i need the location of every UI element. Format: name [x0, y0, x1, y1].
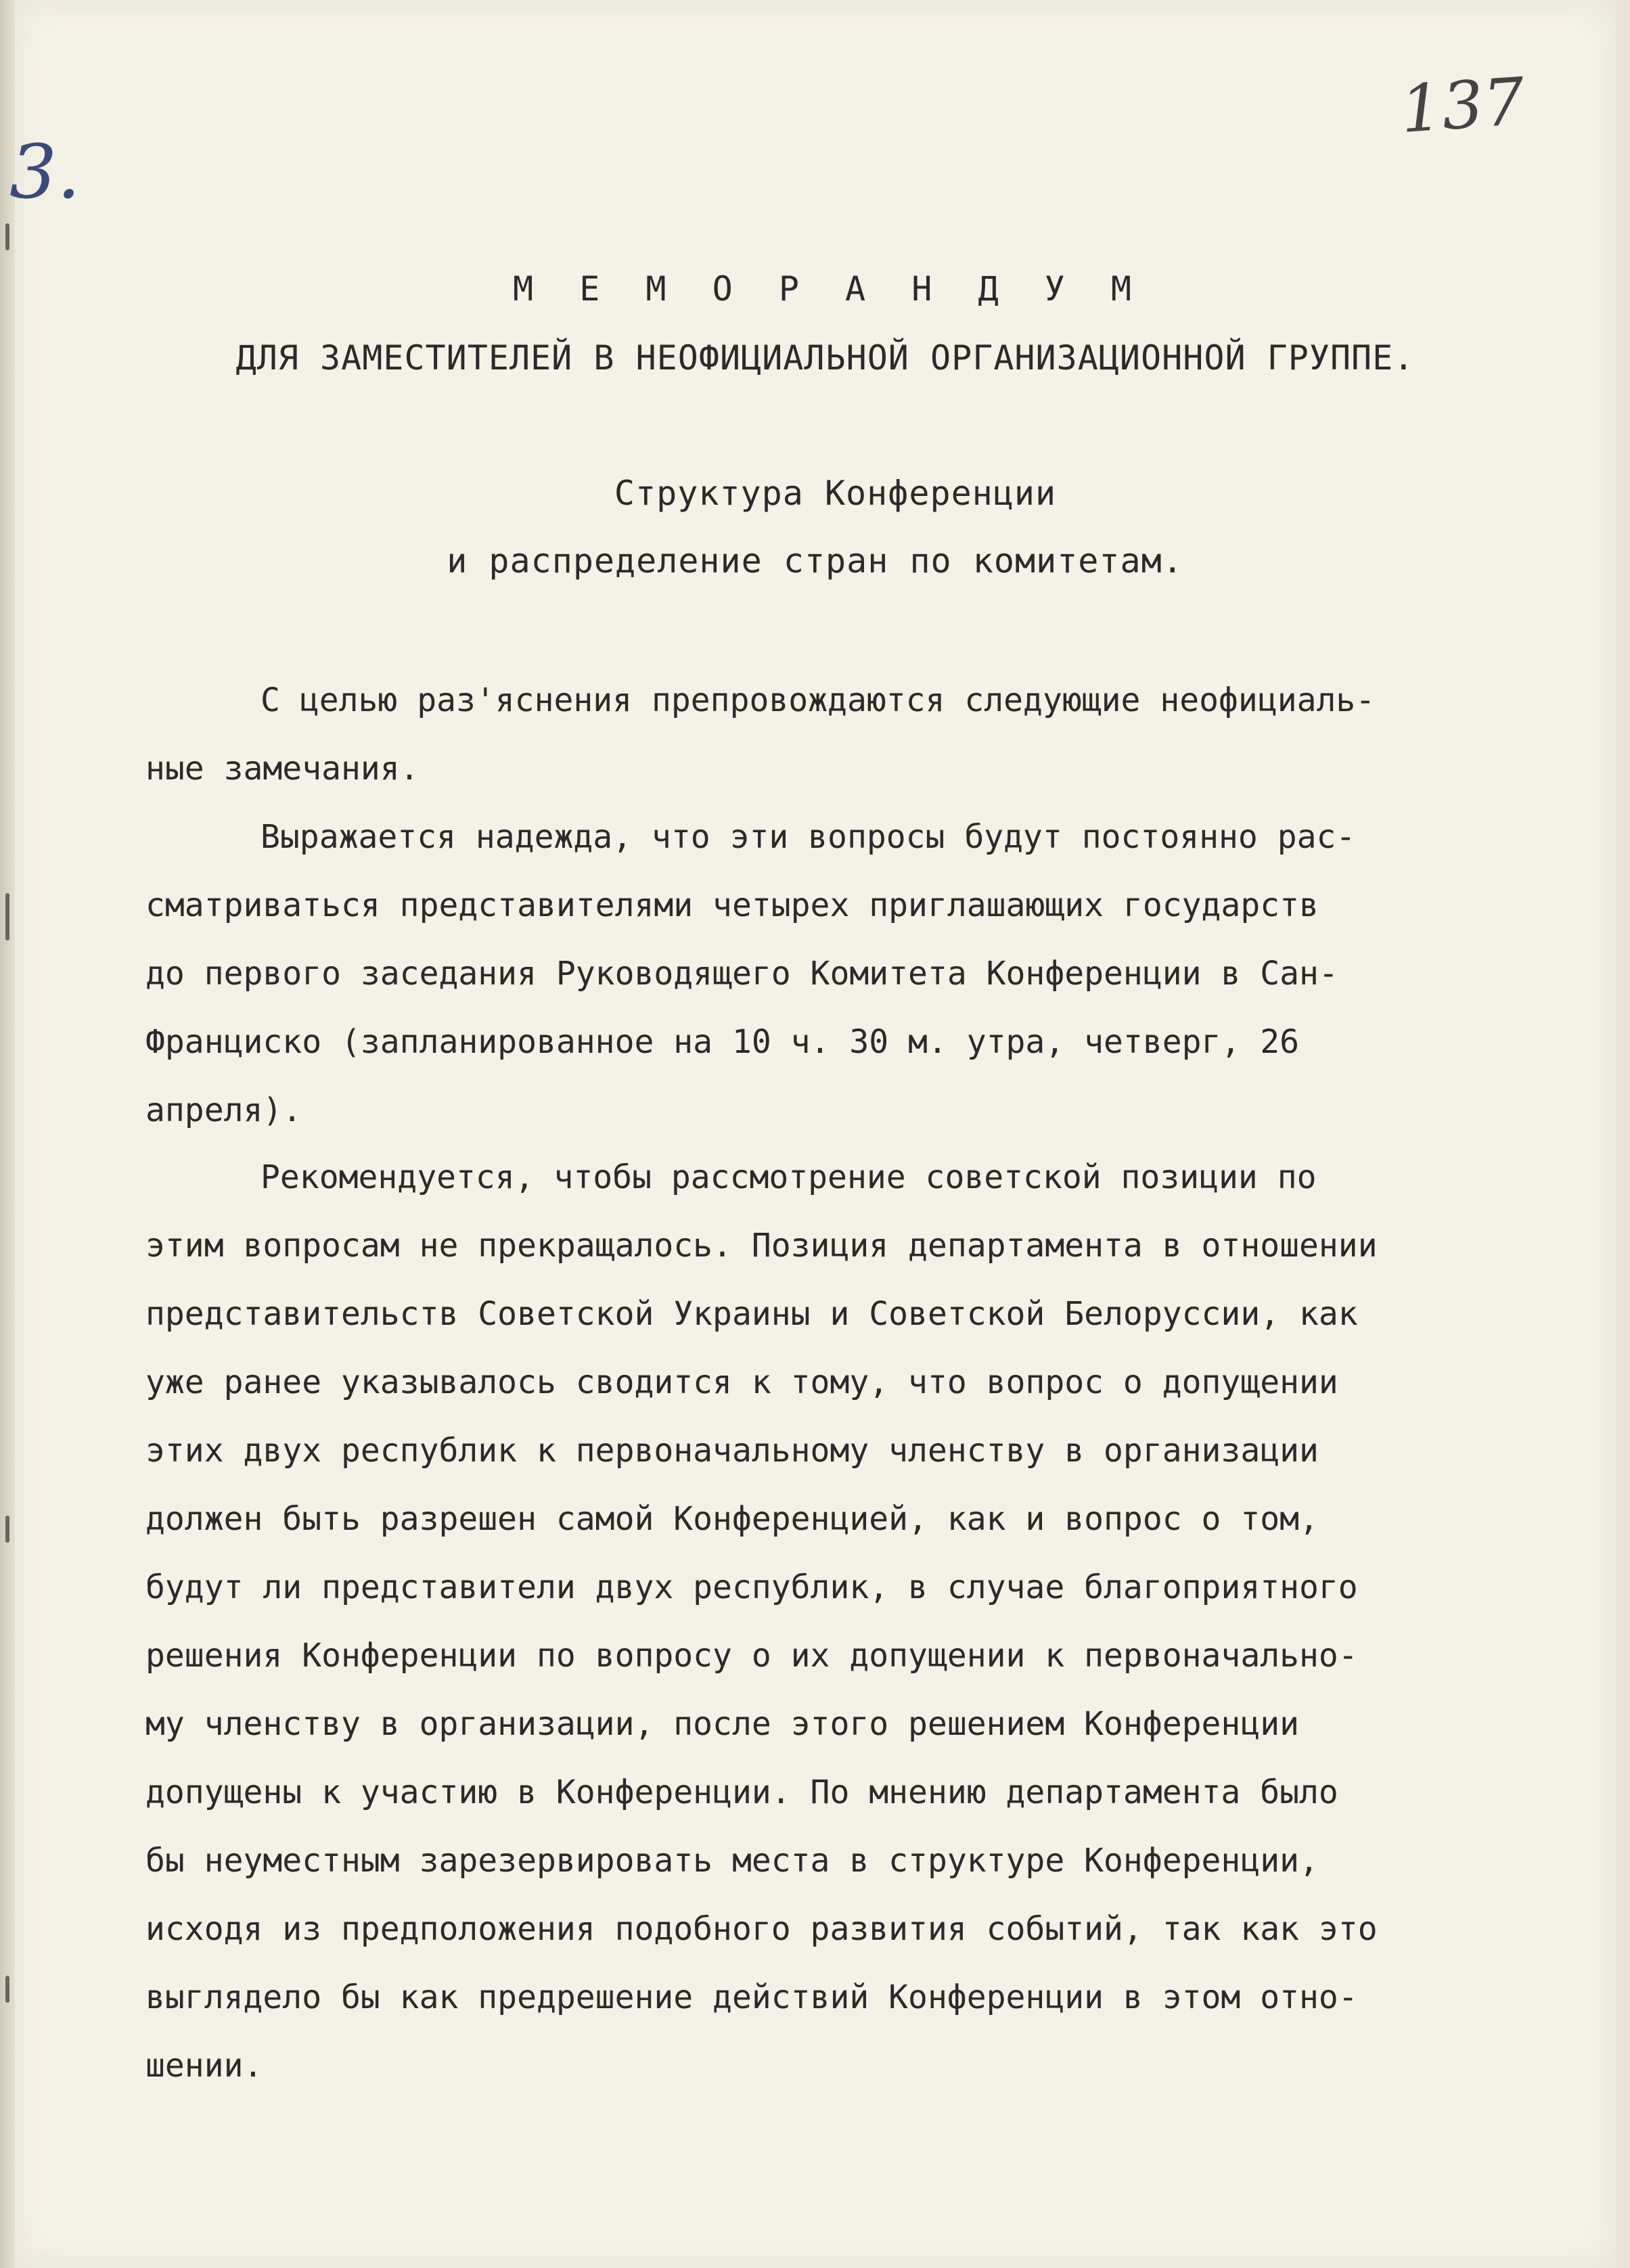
text-line: сматриваться представителями четырех приглашающих государств	[145, 886, 1319, 924]
text-line: допущены к участию в Конференции. По мнению департамента было	[145, 1773, 1338, 1811]
handwritten-page-number: 3.	[9, 129, 81, 215]
text-line: уже ранее указывалось сводится к тому, что вопрос о допущении	[145, 1363, 1338, 1401]
memo-title: М Е М О Р А Н Д У М	[513, 269, 1144, 309]
text-line: до первого заседания Руководящего Комитета Конференции в Сан-	[145, 955, 1338, 993]
text-line: му членству в организации, после этого решением Конференции	[145, 1705, 1300, 1743]
text-line: С целью раз'яснения препровождаются следующие неофициаль-	[261, 681, 1376, 719]
text-line: Рекомендуется, чтобы рассмотрение советской позиции по	[261, 1158, 1317, 1196]
text-line: выглядело бы как предрешение действий Конференции в этом отно-	[145, 1978, 1358, 2016]
text-line: Франциско (запланированное на 10 ч. 30 м. утра, четверг, 26	[145, 1023, 1300, 1061]
text-line: этих двух республик к первоначальному членству в организации	[145, 1432, 1319, 1470]
text-line: представительств Советской Украины и Советской Белоруссии, как	[145, 1295, 1358, 1333]
text-line: шении.	[145, 2047, 263, 2085]
text-line: Выражается надежда, что эти вопросы будут постоянно рас-	[261, 818, 1356, 856]
text-line: решения Конференции по вопросу о их допущении к первоначально-	[145, 1637, 1358, 1675]
paragraph-2	[145, 803, 1573, 1145]
text-line: должен быть разрешен самой Конференцией, как и вопрос о том,	[145, 1500, 1319, 1538]
paragraph-3	[145, 1143, 1573, 2100]
text-line: этим вопросам не прекращалось. Позиция департамента в отношении	[145, 1227, 1378, 1265]
paragraph-1	[145, 666, 1573, 803]
text-line: апреля).	[145, 1091, 302, 1129]
text-line: будут ли представители двух республик, в случае благоприятного	[145, 1568, 1358, 1606]
text-line: ные замечания.	[145, 750, 420, 788]
memo-addressee: ДЛЯ ЗАМЕСТИТЕЛЕЙ В НЕОФИЦИАЛЬНОЙ ОРГАНИЗАЦИОННОЙ ГРУППЕ.	[235, 338, 1415, 378]
text-line: исходя из предположения подобного развития событий, так как это	[145, 1910, 1378, 1948]
handwritten-folio-number: 137	[1398, 63, 1527, 148]
memo-subject-line-1: Структура Конференции	[614, 474, 1057, 513]
memo-subject-line-2: и распределение стран по комитетам.	[447, 541, 1183, 581]
text-line: бы неуместным зарезервировать места в структуре Конференции,	[145, 1842, 1319, 1880]
